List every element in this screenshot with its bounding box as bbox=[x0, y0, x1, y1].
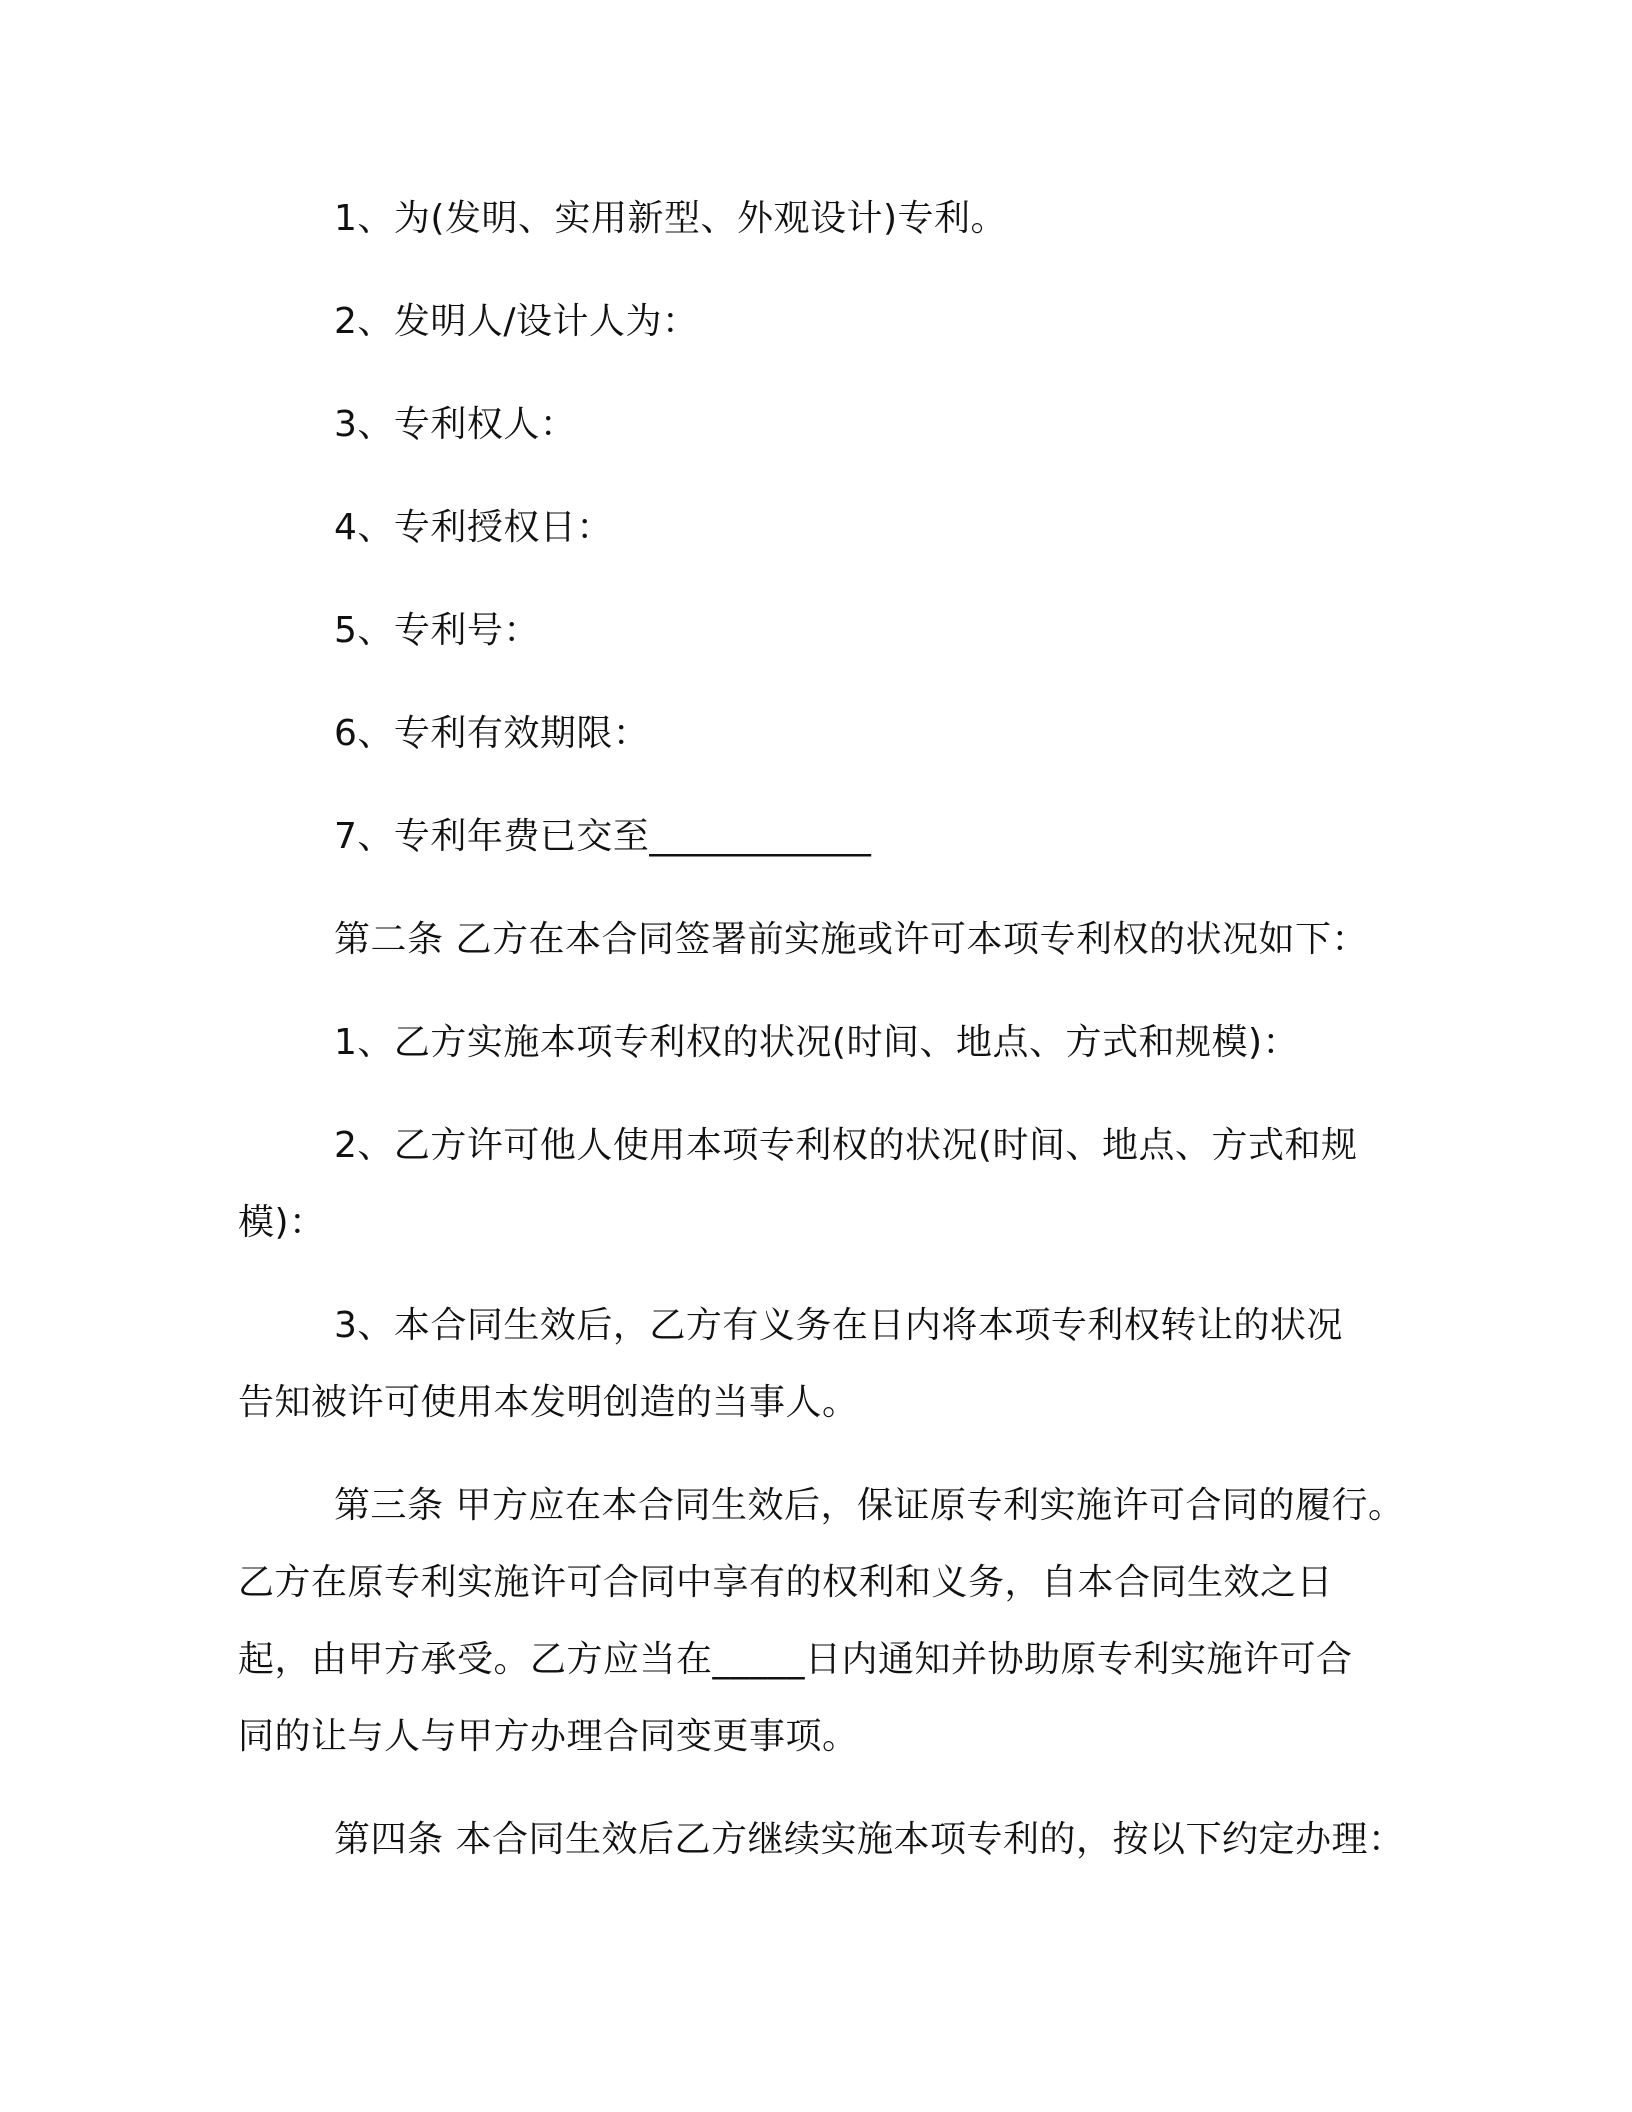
item-patent-type: 1、为(发明、实用新型、外观设计)专利。 bbox=[334, 198, 1007, 239]
article-2-item-2-line-2: 模)： bbox=[238, 1202, 326, 1243]
item-patentee: 3、专利权人： bbox=[334, 404, 577, 445]
article-2-item-3-line-1: 3、本合同生效后，乙方有义务在日内将本项专利权转让的状况 bbox=[334, 1305, 1343, 1346]
article-2-item-3-line-2: 告知被许可使用本发明创造的当事人。 bbox=[238, 1382, 859, 1423]
article-3-line-3: 起，由甲方承受。乙方应当在_____日内通知并协助原专利实施许可合 bbox=[238, 1639, 1353, 1680]
item-patent-number: 5、专利号： bbox=[334, 610, 540, 651]
article-2-item-1: 1、乙方实施本项专利权的状况(时间、地点、方式和规模)： bbox=[334, 1022, 1299, 1063]
article-2-item-2-line-1: 2、乙方许可他人使用本项专利权的状况(时间、地点、方式和规 bbox=[334, 1125, 1358, 1166]
article-3-line-4: 同的让与人与甲方办理合同变更事项。 bbox=[238, 1716, 859, 1757]
article-4-heading: 第四条 本合同生效后乙方继续实施本项专利的，按以下约定办理： bbox=[334, 1819, 1405, 1860]
article-2-heading: 第二条 乙方在本合同签署前实施或许可本项专利权的状况如下： bbox=[334, 919, 1368, 960]
item-annual-fee: 7、专利年费已交至____________ bbox=[334, 816, 872, 857]
item-inventor: 2、发明人/设计人为： bbox=[334, 301, 699, 342]
item-grant-date: 4、专利授权日： bbox=[334, 507, 613, 548]
article-3-line-1: 第三条 甲方应在本合同生效后，保证原专利实施许可合同的履行。 bbox=[334, 1485, 1405, 1526]
article-3-line-2: 乙方在原专利实施许可合同中享有的权利和义务，自本合同生效之日 bbox=[238, 1562, 1334, 1603]
item-validity-period: 6、专利有效期限： bbox=[334, 713, 650, 754]
